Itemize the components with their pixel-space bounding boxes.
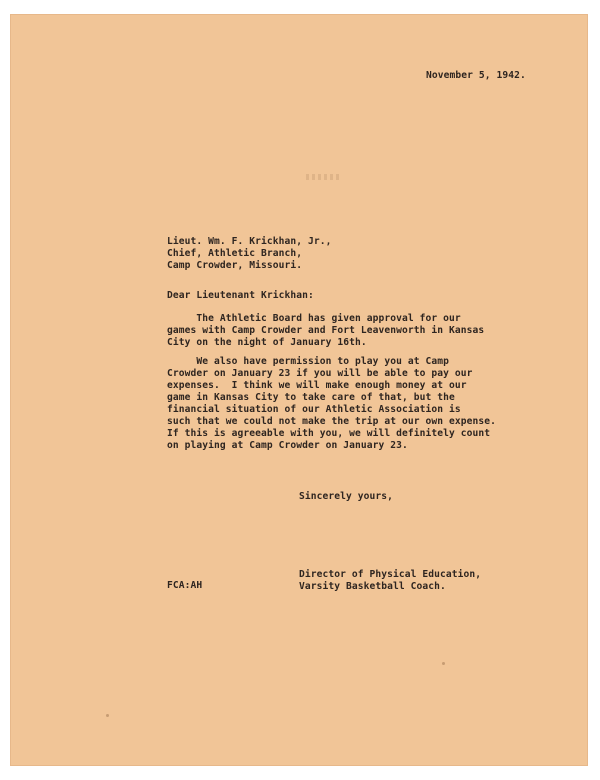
recipient-line: Camp Crowder, Missouri.: [167, 259, 303, 271]
paragraph-2: [167, 356, 496, 452]
paragraph-line: City on the night of January 16th.: [167, 337, 367, 349]
signature-line: Varsity Basketball Coach.: [299, 581, 446, 592]
paragraph-line: on playing at Camp Crowder on January 23.: [167, 440, 408, 451]
letter-page: [10, 14, 588, 766]
reference-initials: FCA:AH: [167, 580, 203, 591]
paragraph-line: expenses. I think we will make enough money at our: [167, 380, 467, 391]
paragraph-line: games with Camp Crowder and Fort Leavenworth in Kansas: [167, 325, 485, 337]
paragraph-line: If this is agreeable with you, we will definitely count: [167, 428, 491, 439]
paragraph-1: [167, 313, 484, 350]
recipient-address: [167, 236, 332, 271]
signature-block: [299, 569, 481, 593]
paragraph-line: The Athletic Board has given approval for our: [167, 313, 461, 324]
closing: Sincerely yours,: [299, 491, 394, 502]
salutation: Dear Lieutenant Krickhan:: [167, 290, 314, 301]
paragraph-line: such that we could not make the trip at our own expense.: [167, 416, 497, 427]
paragraph-line: game in Kansas City to take care of that, but the: [167, 392, 455, 403]
paper-fleck: [106, 714, 109, 717]
recipient-line: Chief, Athletic Branch,: [167, 247, 303, 259]
faint-stamp-mark: [306, 174, 342, 180]
paragraph-line: Crowder on January 23 if you will be able to pay our: [167, 368, 473, 379]
paragraph-line: financial situation of our Athletic Association is: [167, 404, 461, 415]
paper-fleck: [442, 662, 445, 665]
letter-date: November 5, 1942.: [426, 70, 526, 81]
signature-line: Director of Physical Education,: [299, 569, 482, 580]
paragraph-line: We also have permission to play you at Camp: [167, 356, 450, 367]
recipient-line: Lieut. Wm. F. Krickhan, Jr.,: [167, 236, 332, 247]
